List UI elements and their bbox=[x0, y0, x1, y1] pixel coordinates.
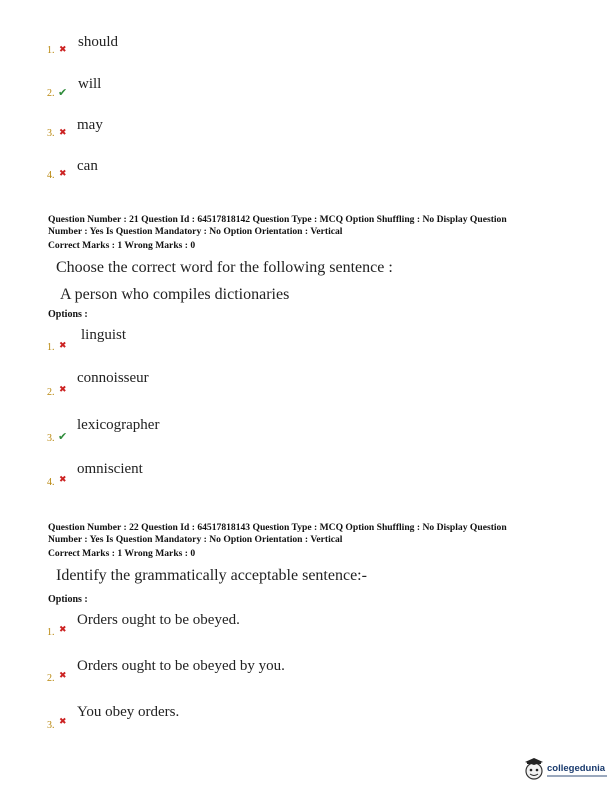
check-icon: ✔ bbox=[58, 430, 68, 443]
cross-icon: ✖ bbox=[59, 45, 67, 55]
option-number: 4. bbox=[47, 170, 55, 181]
cross-icon: ✖ bbox=[59, 475, 67, 485]
option-number: 3. bbox=[47, 128, 55, 139]
option-number: 2. bbox=[47, 387, 55, 398]
question-meta: Number : Yes Is Question Mandatory : No Option Orientation : Vertical bbox=[48, 534, 343, 545]
option-text: lexicographer bbox=[77, 417, 160, 433]
option-text: linguist bbox=[81, 327, 127, 343]
check-icon: ✔ bbox=[58, 86, 68, 99]
option-text: will bbox=[78, 76, 102, 92]
cross-icon: ✖ bbox=[59, 671, 67, 681]
logo-text: collegedunia bbox=[547, 763, 606, 774]
option-text: Orders ought to be obeyed. bbox=[77, 612, 240, 628]
collegedunia-logo bbox=[523, 758, 612, 784]
question-text: Choose the correct word for the following sentence : bbox=[56, 259, 393, 276]
option-text: connoisseur bbox=[77, 370, 149, 386]
option-text: may bbox=[77, 117, 103, 133]
question-meta: Question Number : 22 Question Id : 64517818143 Question Type : MCQ Option Shuffling : No Display Question bbox=[48, 522, 507, 533]
question-marks: Correct Marks : 1 Wrong Marks : 0 bbox=[48, 240, 196, 251]
cross-icon: ✖ bbox=[59, 128, 67, 138]
cross-icon: ✖ bbox=[59, 169, 67, 179]
option-number: 2. bbox=[47, 88, 55, 99]
mascot-icon bbox=[523, 758, 545, 782]
option-text: omniscient bbox=[77, 461, 143, 477]
question-text: Identify the grammatically acceptable sentence:- bbox=[56, 567, 367, 584]
option-text: You obey orders. bbox=[77, 704, 180, 720]
cross-icon: ✖ bbox=[59, 341, 67, 351]
cross-icon: ✖ bbox=[59, 385, 67, 395]
option-number: 3. bbox=[47, 433, 55, 444]
question-marks: Correct Marks : 1 Wrong Marks : 0 bbox=[48, 548, 196, 559]
option-number: 3. bbox=[47, 720, 55, 731]
cross-icon: ✖ bbox=[59, 717, 67, 727]
logo-tagline-bar bbox=[547, 775, 607, 777]
option-text: should bbox=[78, 34, 119, 50]
cross-icon: ✖ bbox=[59, 625, 67, 635]
option-text: can bbox=[77, 158, 98, 174]
question-meta: Question Number : 21 Question Id : 64517818142 Question Type : MCQ Option Shuffling : No Display Question bbox=[48, 214, 507, 225]
options-label: Options : bbox=[48, 309, 88, 320]
option-text: Orders ought to be obeyed by you. bbox=[77, 658, 285, 674]
option-number: 1. bbox=[47, 45, 55, 56]
option-number: 2. bbox=[47, 673, 55, 684]
option-number: 1. bbox=[47, 627, 55, 638]
question-meta: Number : Yes Is Question Mandatory : No Option Orientation : Vertical bbox=[48, 226, 343, 237]
options-label: Options : bbox=[48, 594, 88, 605]
option-number: 1. bbox=[47, 342, 55, 353]
option-number: 4. bbox=[47, 477, 55, 488]
question-text: A person who compiles dictionaries bbox=[60, 286, 290, 303]
